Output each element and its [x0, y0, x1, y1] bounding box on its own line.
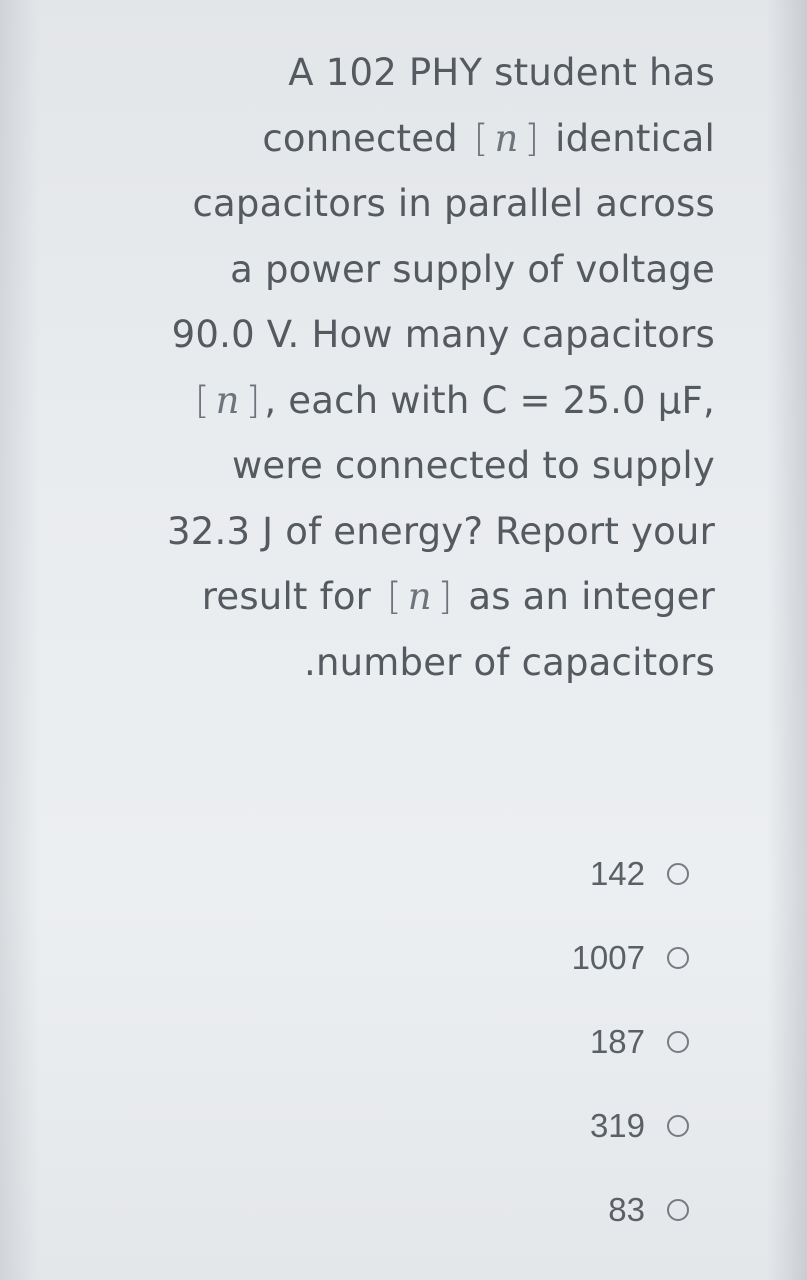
- question-line-7: were connected to supply: [231, 444, 715, 487]
- question-line-5: 90.0 V. How many capacitors: [171, 313, 715, 356]
- answer-option-label: 1007: [571, 939, 645, 976]
- question-line-9: [75, 564, 715, 630]
- radio-unchecked-icon[interactable]: [667, 1031, 689, 1053]
- answer-option-label: 319: [589, 1107, 645, 1144]
- radio-unchecked-icon[interactable]: [667, 1199, 689, 1221]
- question-line-9-start: result for: [201, 575, 372, 618]
- answer-options: [469, 832, 689, 1252]
- question-line-10: .number of capacitors: [304, 640, 715, 684]
- variable-n: [ n ]: [195, 378, 261, 422]
- answer-option-83[interactable]: [469, 1168, 689, 1252]
- radio-unchecked-icon[interactable]: [667, 863, 689, 885]
- radio-unchecked-icon[interactable]: [667, 1115, 689, 1137]
- answer-option-1007[interactable]: [469, 916, 689, 1000]
- question-line-3: capacitors in parallel across: [192, 182, 715, 225]
- question-line-1: A 102 PHY student has: [288, 51, 715, 94]
- radio-unchecked-icon[interactable]: [667, 947, 689, 969]
- variable-n: [ n ]: [473, 116, 540, 160]
- answer-option-142[interactable]: [469, 832, 689, 916]
- question-line-6: [75, 368, 715, 434]
- variable-n: [ n ]: [387, 575, 453, 618]
- answer-option-187[interactable]: [469, 1000, 689, 1084]
- right-edge-shadow: [767, 0, 807, 1280]
- answer-option-label: 142: [589, 855, 645, 892]
- question-line-2: [75, 106, 715, 172]
- question-line-4: a power supply of voltage: [230, 247, 715, 291]
- question-line-6-end: , each with C = 25.0 µF,: [264, 378, 715, 422]
- answer-option-319[interactable]: [469, 1084, 689, 1168]
- answer-option-label: 83: [608, 1191, 645, 1228]
- question-line-9-end: as an integer: [468, 575, 715, 618]
- question-line-2-start: connected: [262, 116, 458, 160]
- question-text: [75, 40, 715, 695]
- left-edge-shadow: [0, 0, 40, 1280]
- answer-option-label: 187: [589, 1023, 645, 1060]
- question-line-8: 32.3 J of energy? Report your: [167, 509, 715, 553]
- question-line-2-end: identical: [555, 116, 715, 160]
